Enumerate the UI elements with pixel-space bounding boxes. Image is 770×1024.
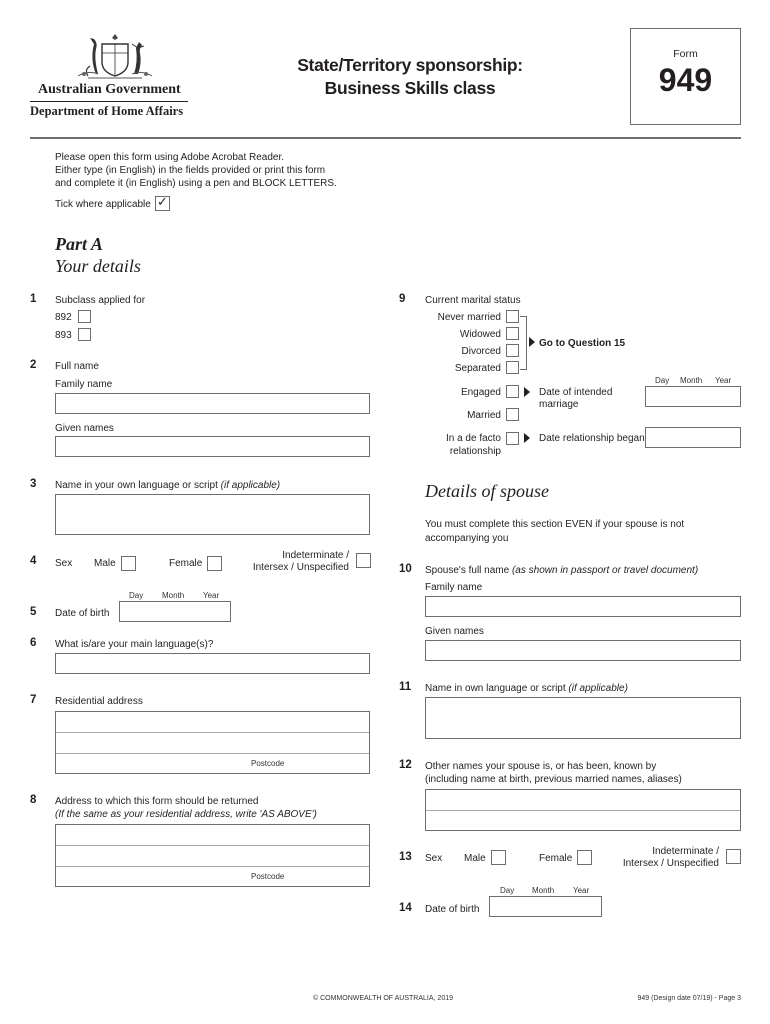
q11-label bbox=[425, 683, 628, 694]
q9-group-bracket bbox=[520, 316, 527, 370]
q13-female-checkbox[interactable] bbox=[577, 850, 592, 865]
q5-label: Date of birth bbox=[55, 608, 110, 619]
instruction-line3: and complete it (in English) using a pen and BLOCK LETTERS. bbox=[55, 178, 337, 189]
q9-de-facto-label1: In a de facto bbox=[445, 433, 501, 444]
q4-female-checkbox[interactable] bbox=[207, 556, 222, 571]
q12-other-names-input[interactable] bbox=[425, 789, 741, 831]
form-title-line2: Business Skills class bbox=[324, 78, 496, 98]
q9-month-header: Month bbox=[680, 376, 703, 385]
q11-note: (if applicable) bbox=[568, 683, 628, 694]
q6-number: 6 bbox=[30, 637, 37, 649]
q3-number: 3 bbox=[30, 478, 37, 490]
q14-month-header: Month bbox=[532, 886, 555, 895]
q10-given-label: Given names bbox=[425, 626, 484, 637]
q1-number: 1 bbox=[30, 293, 37, 305]
q3-native-name-input[interactable] bbox=[55, 494, 370, 535]
q13-female-label: Female bbox=[539, 853, 573, 864]
q1-checkbox-893[interactable] bbox=[78, 328, 91, 341]
q8-return-address-input[interactable] bbox=[55, 824, 370, 887]
q7-postcode-label: Postcode bbox=[251, 759, 285, 768]
part-a-label: Part A bbox=[55, 234, 103, 254]
q12-line-divider bbox=[426, 810, 740, 811]
q9-goto-arrow-icon bbox=[529, 337, 535, 347]
q8-number: 8 bbox=[30, 794, 37, 806]
q9-year-header: Year bbox=[715, 376, 732, 385]
q9-divorced-label: Divorced bbox=[461, 346, 501, 357]
q13-number: 13 bbox=[399, 851, 412, 863]
footer-page-info: 949 (Design date 07/19) - Page 3 bbox=[637, 995, 741, 1002]
q2-label: Full name bbox=[55, 361, 99, 372]
q4-number: 4 bbox=[30, 555, 37, 567]
q12-number: 12 bbox=[399, 759, 412, 771]
instruction-line1: Please open this form using Adobe Acrobat Reader. bbox=[55, 152, 285, 163]
q1-option-892-label: 892 bbox=[55, 312, 72, 323]
q7-address-line-divider bbox=[56, 753, 369, 754]
q7-label: Residential address bbox=[55, 696, 143, 707]
tick-mark-icon: ✓ bbox=[157, 195, 168, 210]
q9-never-married-checkbox[interactable] bbox=[506, 310, 519, 323]
q9-de-facto-label2: relationship bbox=[449, 446, 501, 457]
q7-number: 7 bbox=[30, 694, 37, 706]
q8-address-line-divider bbox=[56, 866, 369, 867]
q4-male-checkbox[interactable] bbox=[121, 556, 136, 571]
q9-divorced-checkbox[interactable] bbox=[506, 344, 519, 357]
q9-engaged-checkbox[interactable] bbox=[506, 385, 519, 398]
q2-family-name-input[interactable] bbox=[55, 393, 370, 414]
tick-example-box bbox=[155, 196, 170, 211]
q2-number: 2 bbox=[30, 359, 37, 371]
q7-address-input[interactable] bbox=[55, 711, 370, 774]
q4-indeterminate-label2: Intersex / Unspecified bbox=[252, 562, 349, 573]
q14-number: 14 bbox=[399, 902, 412, 914]
q10-family-label: Family name bbox=[425, 582, 483, 593]
q9-intended-marriage-label1: Date of intended bbox=[539, 387, 613, 398]
q4-female-label: Female bbox=[169, 558, 203, 569]
q9-married-checkbox[interactable] bbox=[506, 408, 519, 421]
form-number-box bbox=[630, 28, 741, 125]
q5-day-header: Day bbox=[129, 591, 144, 600]
part-a-heading: Your details bbox=[55, 256, 141, 276]
header-divider bbox=[30, 137, 741, 139]
q11-native-name-input[interactable] bbox=[425, 697, 741, 739]
q9-number: 9 bbox=[399, 293, 406, 305]
q9-widowed-label: Widowed bbox=[459, 329, 501, 340]
q7-address-line-divider bbox=[56, 732, 369, 733]
q9-engaged-label: Engaged bbox=[460, 387, 501, 398]
q1-checkbox-892[interactable] bbox=[78, 310, 91, 323]
q2-given-label: Given names bbox=[55, 423, 114, 434]
q2-given-names-input[interactable] bbox=[55, 436, 370, 457]
q14-year-header: Year bbox=[573, 886, 590, 895]
q3-label bbox=[55, 480, 280, 491]
q9-engaged-arrow-icon bbox=[524, 387, 530, 397]
q13-indeterminate-label2: Intersex / Unspecified bbox=[622, 858, 719, 869]
tick-instruction: Tick where applicable bbox=[55, 199, 151, 210]
q14-day-header: Day bbox=[500, 886, 515, 895]
q9-relationship-began-label: Date relationship began bbox=[539, 433, 645, 444]
q10-family-name-input[interactable] bbox=[425, 596, 741, 617]
spouse-section-heading: Details of spouse bbox=[425, 481, 549, 501]
q6-label: What is/are your main language(s)? bbox=[55, 639, 214, 650]
q9-day-header: Day bbox=[655, 376, 670, 385]
q2-family-label: Family name bbox=[55, 379, 113, 390]
footer-copyright: © COMMONWEALTH OF AUSTRALIA, 2019 bbox=[313, 995, 453, 1002]
header-rule bbox=[30, 101, 188, 102]
q1-option-893-label: 893 bbox=[55, 330, 72, 341]
q10-label bbox=[425, 565, 698, 576]
q9-de-facto-checkbox[interactable] bbox=[506, 432, 519, 445]
q8-postcode-label: Postcode bbox=[251, 872, 285, 881]
spouse-note-line1: You must complete this section EVEN if your spouse is not bbox=[425, 519, 685, 530]
q13-label: Sex bbox=[425, 853, 443, 864]
crest-logo bbox=[68, 30, 162, 82]
q3-label-text: Name in your own language or script bbox=[55, 480, 218, 491]
q10-label-text: Spouse's full name bbox=[425, 565, 510, 576]
q9-intended-marriage-date-input[interactable] bbox=[645, 386, 741, 407]
form-number: 949 bbox=[658, 62, 713, 98]
q9-separated-checkbox[interactable] bbox=[506, 361, 519, 374]
q4-label: Sex bbox=[55, 558, 73, 569]
q14-label: Date of birth bbox=[425, 904, 480, 915]
q11-number: 11 bbox=[399, 681, 412, 693]
q9-goto-instruction: Go to Question 15 bbox=[539, 338, 626, 349]
q9-married-label: Married bbox=[467, 410, 501, 421]
q5-year-header: Year bbox=[203, 591, 220, 600]
q8-address-line-divider bbox=[56, 845, 369, 846]
q13-indeterminate-label1: Indeterminate / bbox=[652, 846, 719, 857]
q14-date-of-birth-input[interactable] bbox=[489, 896, 602, 917]
q8-note: (If the same as your residential address, write 'AS ABOVE') bbox=[55, 809, 317, 820]
q10-number: 10 bbox=[399, 563, 412, 575]
q9-de-facto-arrow-icon bbox=[524, 433, 530, 443]
q4-male-label: Male bbox=[94, 558, 116, 569]
q9-never-married-label: Never married bbox=[437, 312, 501, 323]
q8-label: Address to which this form should be returned bbox=[55, 796, 259, 807]
q12-label-line1: Other names your spouse is, or has been, known by bbox=[425, 761, 657, 772]
q10-given-names-input[interactable] bbox=[425, 640, 741, 661]
q9-separated-label: Separated bbox=[454, 363, 501, 374]
q1-label: Subclass applied for bbox=[55, 295, 146, 306]
q5-number: 5 bbox=[30, 606, 37, 618]
q9-relationship-began-date-input[interactable] bbox=[645, 427, 741, 448]
form-title-line1: State/Territory sponsorship: bbox=[297, 55, 523, 75]
q9-intended-marriage-label2: marriage bbox=[539, 399, 579, 410]
form-label: Form bbox=[673, 48, 698, 60]
q9-label: Current marital status bbox=[425, 295, 521, 306]
q3-note: (if applicable) bbox=[220, 480, 281, 491]
q13-male-label: Male bbox=[464, 853, 486, 864]
q11-label-text: Name in own language or script bbox=[425, 683, 566, 694]
instruction-line2: Either type (in English) in the fields provided or print this form bbox=[55, 165, 326, 176]
spouse-note-line2: accompanying you bbox=[425, 533, 509, 544]
department-name: Department of Home Affairs bbox=[30, 104, 184, 118]
q4-indeterminate-label1: Indeterminate / bbox=[282, 550, 349, 561]
q13-indeterminate-checkbox[interactable] bbox=[726, 849, 741, 864]
q9-widowed-checkbox[interactable] bbox=[506, 327, 519, 340]
q6-language-input[interactable] bbox=[55, 653, 370, 674]
q5-date-of-birth-input[interactable] bbox=[119, 601, 231, 622]
q13-male-checkbox[interactable] bbox=[491, 850, 506, 865]
q12-label-line2: (including name at birth, previous married names, aliases) bbox=[425, 774, 682, 785]
q10-note: (as shown in passport or travel document) bbox=[511, 565, 699, 576]
government-name: Australian Government bbox=[38, 82, 181, 97]
q4-indeterminate-checkbox[interactable] bbox=[356, 553, 371, 568]
q5-month-header: Month bbox=[162, 591, 185, 600]
